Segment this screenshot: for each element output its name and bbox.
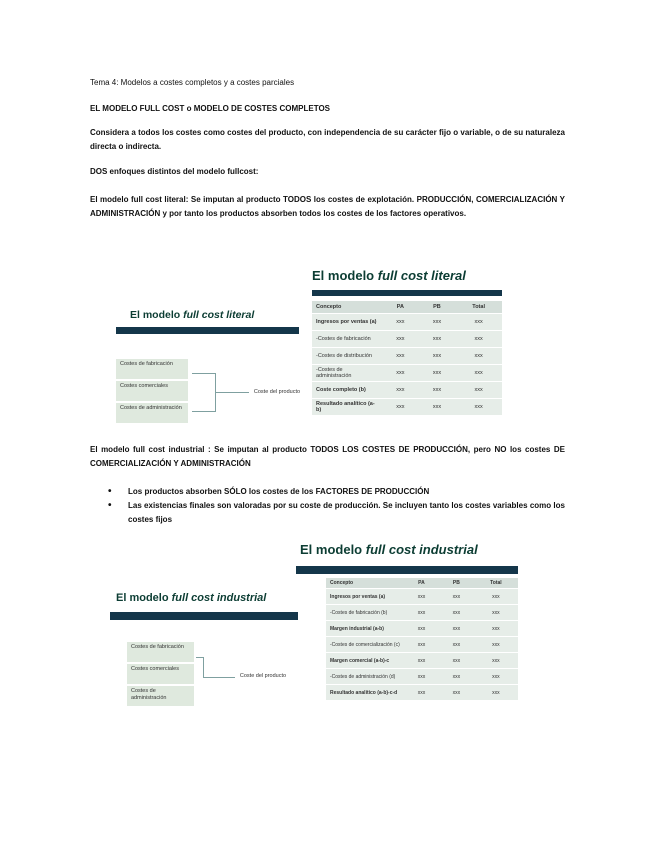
figure-title (300, 542, 478, 557)
row-label: Ingresos por ventas (a) (312, 314, 382, 330)
row-value: xxx (382, 399, 419, 415)
table-row (326, 589, 518, 604)
row-value: xxx (439, 621, 474, 636)
table-row (312, 348, 502, 364)
row-value: xxx (439, 653, 474, 668)
table-header-row (312, 301, 502, 313)
row-label: -Costes de administración (312, 365, 382, 381)
row-value: xxx (474, 589, 518, 604)
figure-title-bar (296, 566, 518, 574)
row-value: xxx (419, 348, 456, 364)
col-header-pb: PB (419, 301, 456, 313)
col-header-total: Total (474, 578, 518, 588)
row-value: xxx (455, 348, 502, 364)
table-row (312, 314, 502, 330)
row-value: xxx (419, 399, 456, 415)
table-header-row (326, 578, 518, 588)
list-item: • Las existencias finales son valoradas por su coste de producción. Se incluyen tanto los costes variables como los costes fijos (90, 499, 565, 527)
row-value: xxx (455, 382, 502, 398)
row-label: Ingresos por ventas (a) (326, 589, 404, 604)
row-value: xxx (382, 365, 419, 381)
row-value: xxx (404, 685, 439, 700)
row-value: xxx (382, 314, 419, 330)
table-row (312, 365, 502, 381)
row-value: xxx (474, 669, 518, 684)
row-value: xxx (404, 589, 439, 604)
table-row (326, 669, 518, 684)
connector-line (203, 657, 204, 678)
row-label: -Costes de fabricación (b) (326, 605, 404, 620)
table-row (326, 685, 518, 700)
cost-box-administration: Costes de administración (127, 686, 194, 706)
table-row (312, 331, 502, 347)
diagram-title-bar (116, 327, 299, 334)
row-label: -Costes de fabricación (312, 331, 382, 347)
col-header-pb: PB (439, 578, 474, 588)
connector-line (192, 373, 216, 374)
row-value: xxx (382, 382, 419, 398)
row-value: xxx (455, 365, 502, 381)
row-value: xxx (404, 621, 439, 636)
connector-line (215, 392, 249, 393)
row-value: xxx (439, 685, 474, 700)
table-row (312, 399, 502, 415)
figure-title-bar (312, 290, 502, 296)
table-row (312, 382, 502, 398)
row-value: xxx (474, 605, 518, 620)
row-value: xxx (455, 399, 502, 415)
paragraph-definition: Considera a todos los costes como costes del producto, con independencia de su carácter fijo o variable, o de su naturaleza directa o indirecta. (90, 128, 565, 151)
literal-cost-table (312, 300, 502, 416)
row-label: -Costes de comercialización (c) (326, 637, 404, 652)
row-value: xxx (455, 331, 502, 347)
diagram-title-main: El modelo (116, 592, 172, 604)
row-value: xxx (439, 669, 474, 684)
col-header-concept: Concepto (312, 301, 382, 313)
diagram-title-italic: full cost industrial (171, 592, 267, 604)
row-value: xxx (404, 637, 439, 652)
row-value: xxx (382, 348, 419, 364)
row-value: xxx (474, 653, 518, 668)
row-label: Resultado analítico (a-b)-c-d (326, 685, 404, 700)
table-row (326, 653, 518, 668)
row-value: xxx (404, 653, 439, 668)
table-row (326, 621, 518, 636)
row-value: xxx (419, 314, 456, 330)
row-label: Resultado analítico (a-b) (312, 399, 382, 415)
diagram-title-main: El modelo (130, 309, 184, 321)
row-label: Margen comercial (a-b)-c (326, 653, 404, 668)
row-value: xxx (474, 621, 518, 636)
row-value: xxx (474, 637, 518, 652)
row-value: xxx (419, 382, 456, 398)
col-header-pa: PA (382, 301, 419, 313)
section-heading: EL MODELO FULL COST o MODELO DE COSTES COMPLETOS (90, 104, 331, 113)
row-value: xxx (439, 589, 474, 604)
row-label: -Costes de administración (d) (326, 669, 404, 684)
list-item: • Los productos absorben SÓLO los costes de los FACTORES DE PRODUCCIÓN (90, 485, 565, 499)
cost-box-fabrication: Costes de fabricación (127, 642, 194, 662)
paragraph-literal: El modelo full cost literal: Se imputan al producto TODOS los costes de explotación. PRODUCCIÓN, COMERCIALIZACIÓN Y ADMINISTRACIÓN y por tanto los productos absorben todos los costes de los factores operativos. (90, 195, 565, 218)
figure-title (312, 268, 466, 283)
diagram-title (116, 592, 266, 604)
figure-title-italic: full cost industrial (365, 542, 478, 557)
table-row (326, 605, 518, 620)
diagram-title-italic: full cost literal (183, 309, 255, 321)
row-value: xxx (419, 331, 456, 347)
row-value: xxx (419, 365, 456, 381)
row-value: xxx (439, 637, 474, 652)
diagram-title-bar (110, 612, 298, 620)
cost-box-fabrication: Costes de fabricación (116, 359, 188, 379)
cost-box-administration: Costes de administración (116, 403, 188, 423)
row-value: xxx (474, 685, 518, 700)
cost-box-commercial: Costes comerciales (127, 664, 194, 684)
cost-box-commercial: Costes comerciales (116, 381, 188, 401)
col-header-total: Total (455, 301, 502, 313)
figure-title-main: El modelo (312, 268, 378, 283)
bullet-list (90, 485, 565, 527)
figure-title-italic: full cost literal (377, 268, 466, 283)
diagram-title (130, 309, 254, 321)
document-title: Tema 4: Modelos a costes completos y a costes parciales (90, 78, 295, 87)
figure-title-main: El modelo (300, 542, 366, 557)
product-cost-output: Coste del producto (253, 389, 301, 395)
connector-line (192, 411, 216, 412)
col-header-concept: Concepto (326, 578, 404, 588)
row-label: Coste completo (b) (312, 382, 382, 398)
row-value: xxx (455, 314, 502, 330)
row-label: Margen industrial (a-b) (326, 621, 404, 636)
paragraph-approaches: DOS enfoques distintos del modelo fullcost: (90, 167, 259, 176)
col-header-pa: PA (404, 578, 439, 588)
product-cost-output: Coste del producto (239, 673, 287, 679)
table-row (326, 637, 518, 652)
row-value: xxx (404, 669, 439, 684)
row-label: -Costes de distribución (312, 348, 382, 364)
industrial-cost-table (326, 577, 518, 701)
connector-line (203, 677, 235, 678)
row-value: xxx (439, 605, 474, 620)
row-value: xxx (404, 605, 439, 620)
row-value: xxx (382, 331, 419, 347)
paragraph-industrial: El modelo full cost industrial : Se imputan al producto TODOS LOS COSTES DE PRODUCCIÓN, pero NO los costes DE COMERCIALIZACIÓN Y ADMINISTRACIÓN (90, 445, 565, 468)
